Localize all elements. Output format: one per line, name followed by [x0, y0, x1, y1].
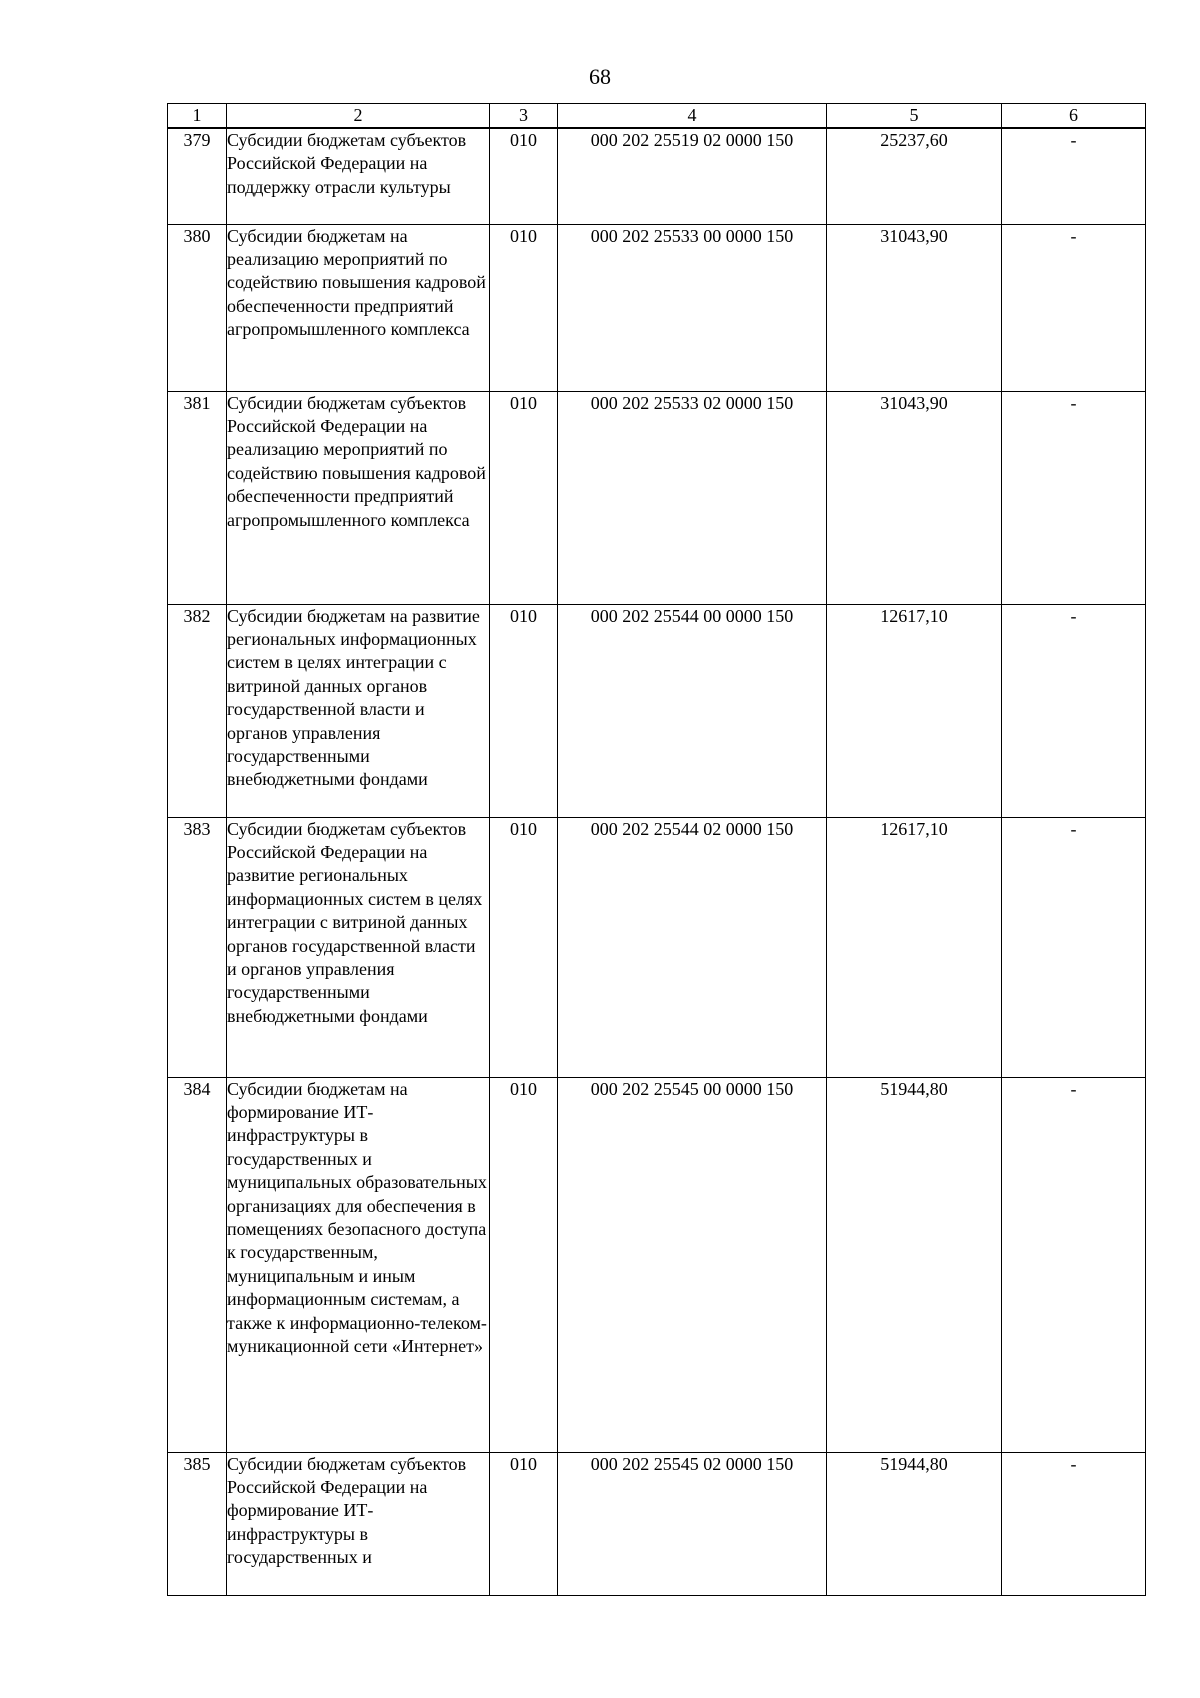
budget-classification-code: 000 202 25545 00 0000 150 [558, 1077, 827, 1452]
amount: 31043,90 [827, 224, 1002, 391]
column-6-value: - [1002, 604, 1146, 817]
subsidy-name: Субсидии бюджетам субъектов Российской Федерации на поддержку отрасли культуры [227, 128, 490, 224]
column-header-6: 6 [1002, 104, 1146, 129]
amount: 12617,10 [827, 604, 1002, 817]
column-header-3: 3 [490, 104, 558, 129]
administrator-code: 010 [490, 817, 558, 1077]
column-6-value: - [1002, 391, 1146, 604]
subsidy-name: Субсидии бюджетам на формирование ИТ-инфраструктуры в государственных и муниципальных образовательных организациях для обеспечения в помещениях безопасного доступа к государственным, муниципальным и иным информационным системам, а также к информационно-телеком-муникационной сети «Интернет» [227, 1077, 490, 1452]
subsidy-name: Субсидии бюджетам на развитие региональных информационных систем в целях интеграции с витриной данных органов государственной власти и органов управления государственными внебюджетными фондами [227, 604, 490, 817]
row-number: 383 [168, 817, 227, 1077]
column-header-2: 2 [227, 104, 490, 129]
budget-classification-code: 000 202 25533 02 0000 150 [558, 391, 827, 604]
amount: 51944,80 [827, 1077, 1002, 1452]
budget-classification-code: 000 202 25544 02 0000 150 [558, 817, 827, 1077]
amount: 12617,10 [827, 817, 1002, 1077]
amount: 25237,60 [827, 128, 1002, 224]
row-number: 382 [168, 604, 227, 817]
amount: 51944,80 [827, 1452, 1002, 1595]
budget-classification-code: 000 202 25533 00 0000 150 [558, 224, 827, 391]
administrator-code: 010 [490, 128, 558, 224]
column-6-value: - [1002, 817, 1146, 1077]
administrator-code: 010 [490, 224, 558, 391]
subsidy-name: Субсидии бюджетам субъектов Российской Федерации на реализацию мероприятий по содействию повышения кадровой обеспеченности предприятий агропромышленного комплекса [227, 391, 490, 604]
row-number: 381 [168, 391, 227, 604]
budget-classification-code: 000 202 25545 02 0000 150 [558, 1452, 827, 1595]
table-header [168, 104, 1146, 129]
column-header-5: 5 [827, 104, 1002, 129]
page-number: 68 [589, 64, 611, 89]
column-6-value: - [1002, 1077, 1146, 1452]
table-body [168, 128, 1146, 1595]
row-number: 384 [168, 1077, 227, 1452]
row-number: 380 [168, 224, 227, 391]
column-header-1: 1 [168, 104, 227, 129]
subsidy-name: Субсидии бюджетам субъектов Российской Федерации на формирование ИТ-инфраструктуры в государственных и [227, 1452, 490, 1595]
table-row [168, 1452, 1146, 1595]
column-6-value: - [1002, 128, 1146, 224]
administrator-code: 010 [490, 604, 558, 817]
column-6-value: - [1002, 224, 1146, 391]
table-row [168, 391, 1146, 604]
table-row [168, 224, 1146, 391]
column-6-value: - [1002, 1452, 1146, 1595]
row-number: 385 [168, 1452, 227, 1595]
table-row [168, 604, 1146, 817]
header-row [168, 104, 1146, 129]
table-row [168, 128, 1146, 224]
table-row [168, 1077, 1146, 1452]
budget-classification-code: 000 202 25544 00 0000 150 [558, 604, 827, 817]
column-header-4: 4 [558, 104, 827, 129]
table-row [168, 817, 1146, 1077]
administrator-code: 010 [490, 1452, 558, 1595]
budget-table [167, 103, 1146, 1596]
administrator-code: 010 [490, 1077, 558, 1452]
row-number: 379 [168, 128, 227, 224]
subsidy-name: Субсидии бюджетам на реализацию мероприятий по содействию повышения кадровой обеспеченности предприятий агропромышленного комплекса [227, 224, 490, 391]
amount: 31043,90 [827, 391, 1002, 604]
subsidy-name: Субсидии бюджетам субъектов Российской Федерации на развитие региональных информационных систем в целях интеграции с витриной данных органов государственной власти и органов управления государственными внебюджетными фондами [227, 817, 490, 1077]
budget-classification-code: 000 202 25519 02 0000 150 [558, 128, 827, 224]
administrator-code: 010 [490, 391, 558, 604]
